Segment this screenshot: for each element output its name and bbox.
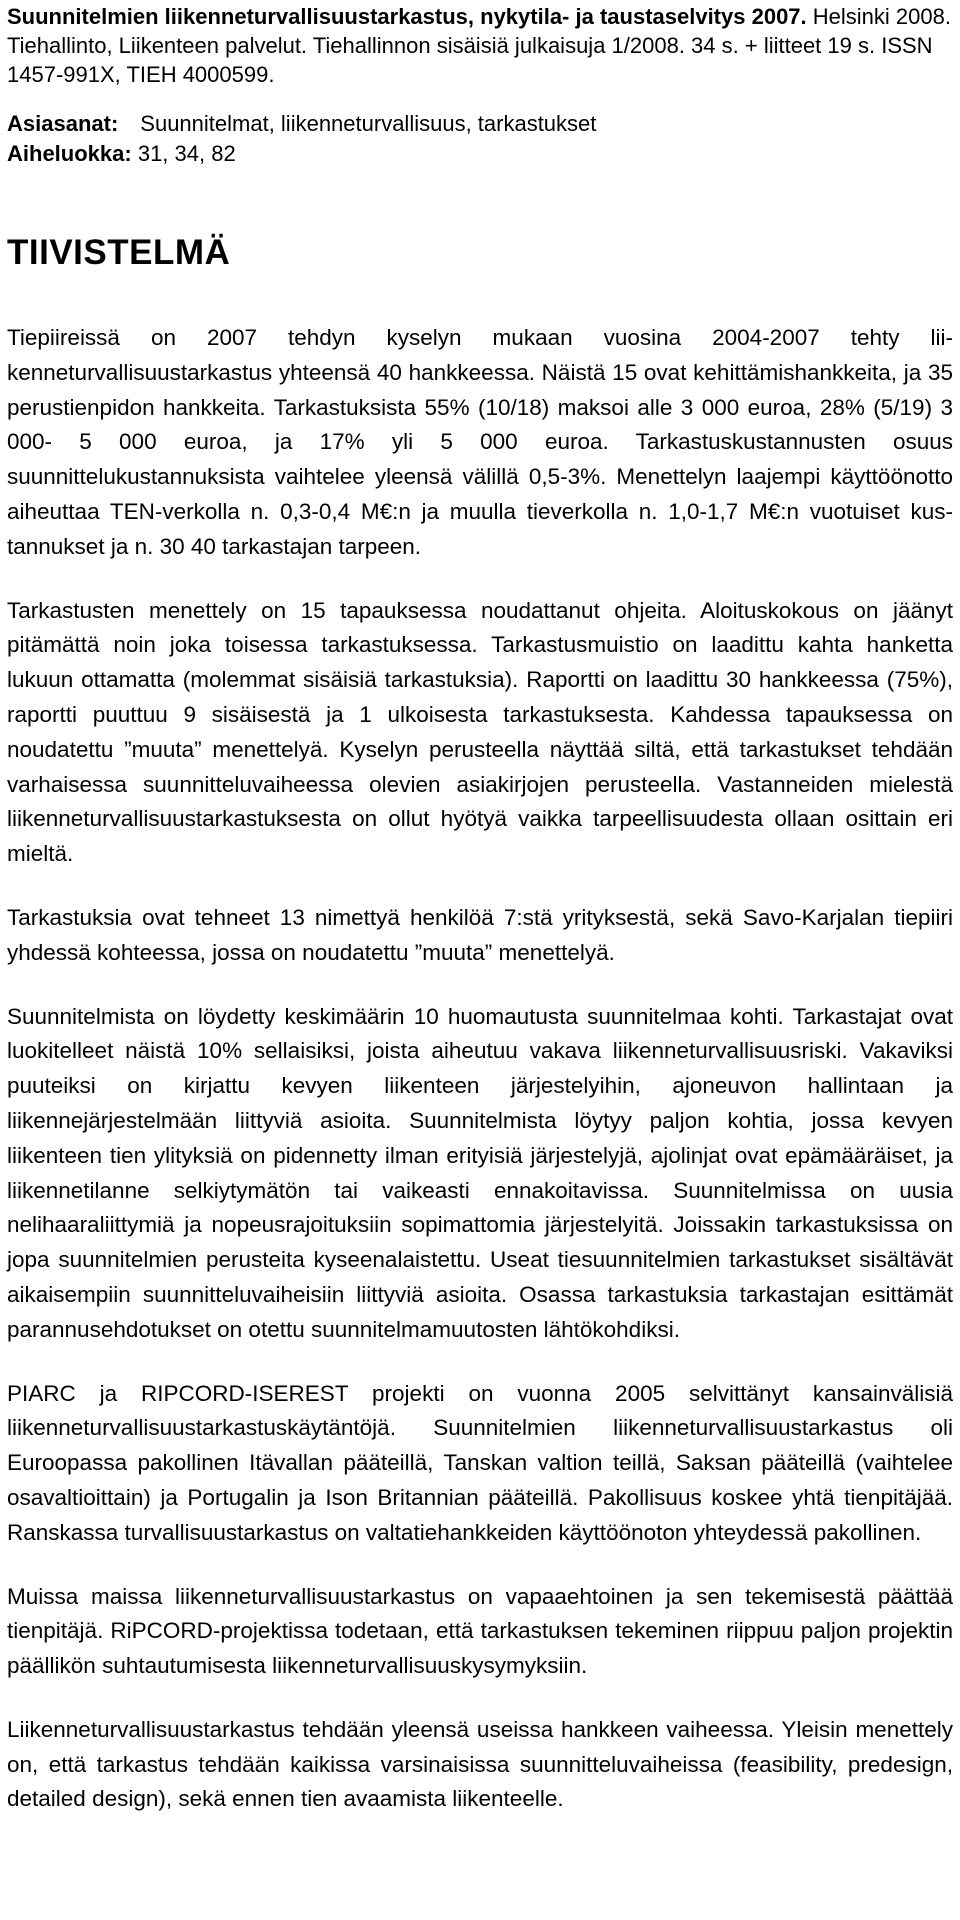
- subject-class-row: [7, 139, 953, 169]
- paragraph-international: PIARC ja RIPCORD-ISEREST projekti on vuonna 2005 selvittänyt kansainvälisiä liikenneturvallisuustarkastuskäytäntöjä. Suunnitelmien liikenneturvallisuustarkastus oli Euroopassa pakollinen Itävallan pääteillä, Tanskan valtion teillä, Saksan pääteillä (vaihtelee osavaltioittain) ja Portugalin ja Ison Britannian pääteillä. Pakollisuus koskee yhtä tienpitäjää. Ranskassa turvallisuustarkastus on valtatiehankkeiden käyttöönoton yhteydessä pakollinen.: [7, 1380, 953, 1545]
- metadata-block: [7, 109, 953, 169]
- reference-title: Suunnitelmien liikenneturvallisuustarkastus, nykytila- ja taustaselvitys 2007.: [7, 4, 807, 29]
- keywords-label: Asiasanat:: [7, 111, 119, 136]
- paragraph-voluntary: Muissa maissa liikenneturvallisuustarkastus on vapaaehtoinen ja sen tekemisestä päättää tienpitäjä. RiPCORD-projektissa todetaan, että tarkastuksen tekeminen riippuu paljon projektin päällikön suhtautumisesta liikenneturvallisuuskysymyksiin.: [7, 1583, 953, 1679]
- keywords-value: Suunnitelmat, liikenneturvallisuus, tarkastukset: [140, 111, 597, 136]
- subject-class-value: 31, 34, 82: [137, 141, 236, 166]
- abstract-heading: TIIVISTELMÄ: [7, 233, 231, 272]
- paragraph-survey-costs: Tiepiireissä on 2007 tehdyn kyselyn mukaan vuosina 2004-2007 tehty liikenneturvallisuustarkastus yhteensä 40 hankkeessa. Näistä 15 ovat kehittämishankkeita, ja 35 perustienpidon hankkeita. Tarkastuksista 55% (10/18) maksoi alle 3 000 euroa, 28% (5/19) 3 000- 5 000 euroa, ja 17% yli 5 000 euroa. Tarkastuskustannusten osuus suunnittelukustannuksista vaihtelee yleensä välillä 0,5-3%. Menettelyn laajempi käyttöönotto aiheuttaa TEN-verkolla n. 0,3-0,4 M€:n ja muulla tieverkolla n. 1,0-1,7 M€:n vuotuiset kustannukset ja n. 30 40 tarkastajan tarpeen.: [7, 325, 953, 559]
- reference-details: Helsinki 2008. Tiehallinto, Liikenteen palvelut. Tiehallinnon sisäisiä julkaisuja 1/2008. 34 s. + liitteet 19 s. ISSN 1457-991X, TIEH 4000599.: [7, 4, 951, 87]
- bibliographic-reference: [7, 0, 953, 89]
- subject-class-label: Aiheluokka:: [7, 141, 132, 166]
- paragraph-auditors: Tarkastuksia ovat tehneet 13 nimettyä henkilöä 7:stä yrityksestä, sekä Savo-Karjalan tiepiiri yhdessä kohteessa, jossa on noudatettu ”muuta” menettelyä.: [7, 904, 953, 965]
- paragraph-procedure: Tarkastusten menettely on 15 tapauksessa noudattanut ohjeita. Aloituskokous on jäänyt pitämättä noin joka toisessa tarkastuksessa. Tarkastusmuistio on laadittu kahta hanketta lukuun ottamatta (molemmat sisäisiä tarkastuksia). Raportti on laadittu 30 hankkeessa (75%), raportti puuttuu 9 sisäisestä ja 1 ulkoisesta tarkastuksesta. Kahdessa tapauksessa on noudatettu ”muuta” menettelyä. Kyselyn perusteella näyttää siltä, että tarkastukset tehdään varhaisessa suunnitteluvaiheessa olevien asiakirjojen perusteella. Vastanneiden mielestä liikenneturvallisuustarkastuksesta on ollut hyötyä vaikka tarpeellisuudesta ollaan osittain eri mieltä.: [7, 597, 953, 867]
- paragraph-stages: Liikenneturvallisuustarkastus tehdään yleensä useissa hankkeen vaiheessa. Yleisin menettely on, että tarkastus tehdään kaikissa varsinaisissa suunnitteluvaiheissa (feasibility, predesign, detailed design), sekä ennen tien avaamista liikenteelle.: [7, 1716, 953, 1812]
- keywords-row: [7, 109, 953, 139]
- abstract-page: [7, 0, 953, 1846]
- paragraph-findings: Suunnitelmista on löydetty keskimäärin 10 huomautusta suunnitelmaa kohti. Tarkastajat ovat luokitelleet näistä 10% sellaisiksi, joista aiheutuu vakava liikenneturvallisuusriski. Vakaviksi puuteiksi on kirjattu kevyen liikenteen järjestelyihin, ajoneuvon hallintaan ja liikennejärjestelmään liittyviä asioita. Suunnitelmista löytyy paljon kohtia, jossa kevyen liikenteen tien ylityksiä on pidennetty ilman erityisiä järjestelyjä, ajolinjat ovat epämääräiset, ja liikennetilanne selkiytymätön tai vaikeasti ennakoitavissa. Suunnitelmissa on uusia nelihaaraliittymiä ja nopeusrajoituksiin sopimattomia järjestelyitä. Joissakin tarkastuksissa on jopa suunnitelmien perusteita kyseenalaistettu. Useat tiesuunnitelmien tarkastukset sisältävät aikaisempiin suunnitteluvaiheisiin liittyviä asioita. Osassa tarkastuksia tarkastajan esittämät parannusehdotukset on otettu suunnitelmamuutosten lähtökohdiksi.: [7, 1003, 953, 1342]
